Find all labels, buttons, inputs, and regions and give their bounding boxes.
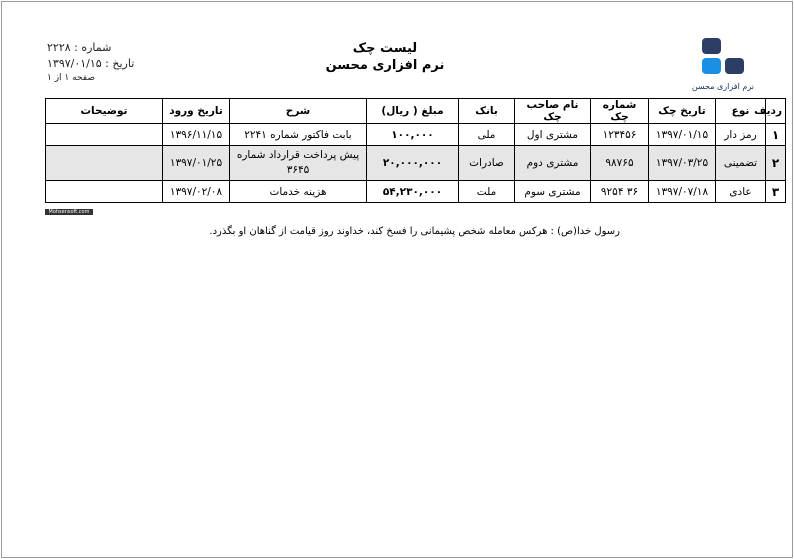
table-header-row <box>46 99 786 124</box>
col-header-owner: نام صاحب چک <box>515 99 591 124</box>
col-header-bank: بانک <box>459 99 515 124</box>
report-number: شماره : ۲۲۲۸ <box>47 41 112 54</box>
logo-square-bottom-right <box>725 58 744 74</box>
cell-bank: ملت <box>459 181 515 203</box>
cell-check-no: ۱۲۳۴۵۶ <box>591 124 649 146</box>
cell-check-date: ۱۳۹۷/۰۱/۱۵ <box>649 124 716 146</box>
col-header-check-date: تاریخ چک <box>649 99 716 124</box>
col-header-amount: مبلغ ( ریال) <box>367 99 459 124</box>
cell-check-date: ۱۳۹۷/۰۷/۱۸ <box>649 181 716 203</box>
report-date: تاریخ : ۱۳۹۷/۰۱/۱۵ <box>47 57 135 70</box>
footer-quote: رسول خدا(ص) : هرکس معامله شخص پشیمانی را فسخ کند، خداوند روز قیامت از گناهان او بگذرد. <box>209 226 620 237</box>
page-indicator: صفحه ۱ از ۱ <box>47 73 95 83</box>
logo-square-top <box>702 38 721 54</box>
cell-row-no: ۱ <box>766 124 786 146</box>
report-meta <box>47 40 157 84</box>
cell-type: رمز دار <box>716 124 766 146</box>
cell-type: تضمینی <box>716 146 766 181</box>
report-header <box>300 40 470 74</box>
cell-owner: مشتری دوم <box>515 146 591 181</box>
cell-entry-date: ۱۳۹۷/۰۱/۲۵ <box>163 146 230 181</box>
company-logo <box>691 38 754 91</box>
cell-notes <box>46 124 163 146</box>
col-header-row-no: ردیف <box>766 99 786 124</box>
col-header-notes: توضیحات <box>46 99 163 124</box>
credit-badge: Mohsensoft.com <box>45 209 93 215</box>
cell-notes <box>46 181 163 203</box>
cell-check-no: ۳۶ ۹۲۵۴ <box>591 181 649 203</box>
cell-row-no: ۲ <box>766 146 786 181</box>
logo-brand-text: نرم افزاری محسن <box>691 82 754 91</box>
cell-description: بابت فاکتور شماره ۲۲۴۱ <box>230 124 367 146</box>
page-frame <box>1 1 793 558</box>
cell-bank: صادرات <box>459 146 515 181</box>
col-header-description: شرح <box>230 99 367 124</box>
cell-amount: ۱۰۰,۰۰۰ <box>367 124 459 146</box>
cell-check-no: ۹۸۷۶۵ <box>591 146 649 181</box>
check-table <box>45 98 786 203</box>
cell-entry-date: ۱۳۹۷/۰۲/۰۸ <box>163 181 230 203</box>
company-name: نرم افزاری محسن <box>325 58 445 73</box>
cell-type: عادی <box>716 181 766 203</box>
report-title: لیست چک <box>352 41 418 56</box>
col-header-check-no: شماره چک <box>591 99 649 124</box>
cell-description: پیش پرداخت قرارداد شماره ۳۶۴۵ <box>230 146 367 181</box>
table-row <box>46 181 786 203</box>
cell-check-date: ۱۳۹۷/۰۳/۲۵ <box>649 146 716 181</box>
cell-notes <box>46 146 163 181</box>
cell-owner: مشتری اول <box>515 124 591 146</box>
col-header-type: نوع <box>716 99 766 124</box>
table-row <box>46 124 786 146</box>
cell-amount: ۵۴,۲۳۰,۰۰۰ <box>367 181 459 203</box>
cell-row-no: ۳ <box>766 181 786 203</box>
table-row <box>46 146 786 181</box>
cell-description: هزینه خدمات <box>230 181 367 203</box>
cell-owner: مشتری سوم <box>515 181 591 203</box>
col-header-entry-date: تاریخ ورود <box>163 99 230 124</box>
cell-entry-date: ۱۳۹۶/۱۱/۱۵ <box>163 124 230 146</box>
logo-square-bottom-left <box>702 58 721 74</box>
cell-amount: ۲۰,۰۰۰,۰۰۰ <box>367 146 459 181</box>
cell-bank: ملی <box>459 124 515 146</box>
